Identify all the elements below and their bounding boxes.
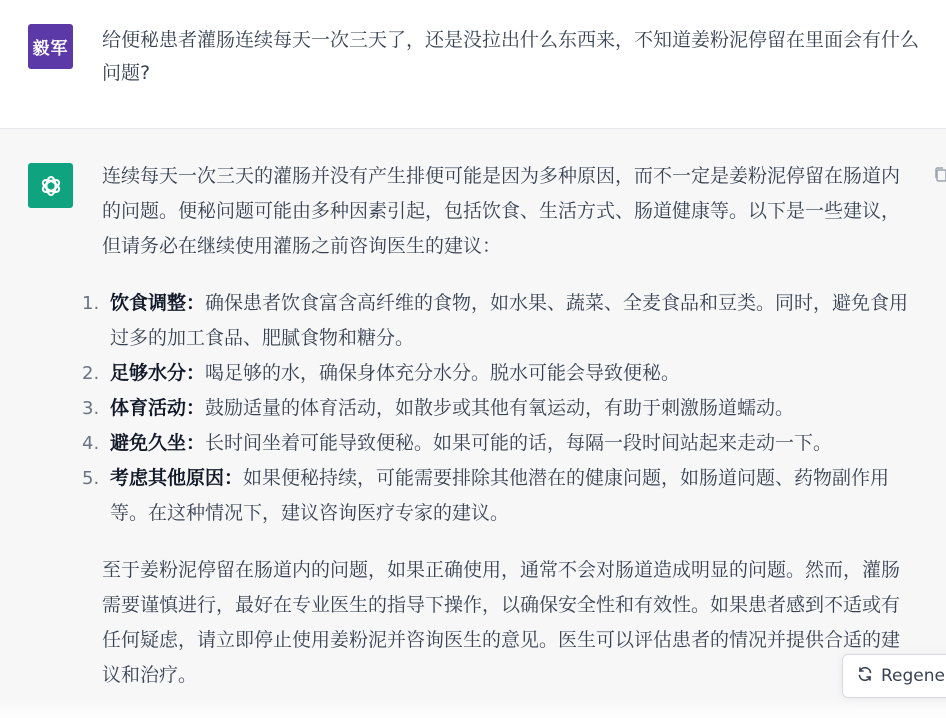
list-item-title: 饮食调整： (110, 292, 206, 314)
user-avatar: 毅军 (28, 24, 73, 69)
list-item-title: 体育活动： (110, 397, 206, 419)
regenerate-button[interactable] (842, 654, 946, 698)
list-item (82, 426, 914, 461)
list-item (82, 461, 914, 531)
list-number: 1. (82, 293, 100, 314)
assistant-answer (82, 159, 914, 693)
assistant-message-row (0, 129, 946, 718)
refresh-icon (857, 666, 873, 687)
list-number: 3. (82, 398, 100, 419)
user-message-text: 给便秘患者灌肠连续每天一次三天了，还是没拉出什么东西来，不知道姜粉泥停留在里面会有什么问题? (102, 29, 920, 84)
answer-outro: 至于姜粉泥停留在肠道内的问题，如果正确使用，通常不会对肠道造成明显的问题。然而，灌肠需要谨慎进行，最好在专业医生的指导下操作，以确保安全性和有效性。如果患者感到不适或有任何疑虑，请立即停止使用姜粉泥并咨询医生的意见。医生可以评估患者的情况并提供合适的建议和治疗。 (102, 559, 901, 686)
list-item-title: 足够水分： (110, 362, 206, 384)
list-item (82, 391, 914, 426)
list-number: 4. (82, 433, 100, 454)
list-item-text: 长时间坐着可能导致便秘。如果可能的话，每隔一段时间站起来走动一下。 (205, 432, 833, 454)
list-item-title: 避免久坐： (110, 432, 206, 454)
answer-intro: 连续每天一次三天的灌肠并没有产生排便可能是因为多种原因，而不一定是姜粉泥停留在肠道内的问题。便秘问题可能由多种因素引起，包括饮食、生活方式、肠道健康等。以下是一些建议，但请务必在继续使用灌肠之前咨询医生的建议： (102, 165, 901, 257)
list-item (82, 286, 914, 356)
copy-icon[interactable] (934, 167, 946, 183)
list-item-text: 如果便秘持续，可能需要排除其他潜在的健康问题，如肠道问题、药物副作用等。在这种情况下，建议咨询医疗专家的建议。 (110, 467, 890, 524)
list-item-title: 考虑其他原因： (110, 467, 244, 489)
list-item (82, 356, 914, 391)
list-item-text: 确保患者饮食富含高纤维的食物，如水果、蔬菜、全麦食品和豆类。同时，避免食用过多的加工食品、肥腻食物和糖分。 (110, 292, 909, 349)
chatgpt-logo-icon (28, 163, 73, 208)
regenerate-label: Regene (881, 666, 945, 686)
list-item-text: 喝足够的水，确保身体充分水分。脱水可能会导致便秘。 (205, 362, 681, 384)
list-number: 2. (82, 363, 100, 384)
user-message-row (0, 0, 946, 129)
tips-list (82, 286, 914, 531)
bottom-fade (0, 700, 946, 718)
list-item-text: 鼓励适量的体育活动，如散步或其他有氧运动，有助于刺激肠道蠕动。 (205, 397, 795, 419)
list-number: 5. (82, 468, 100, 489)
